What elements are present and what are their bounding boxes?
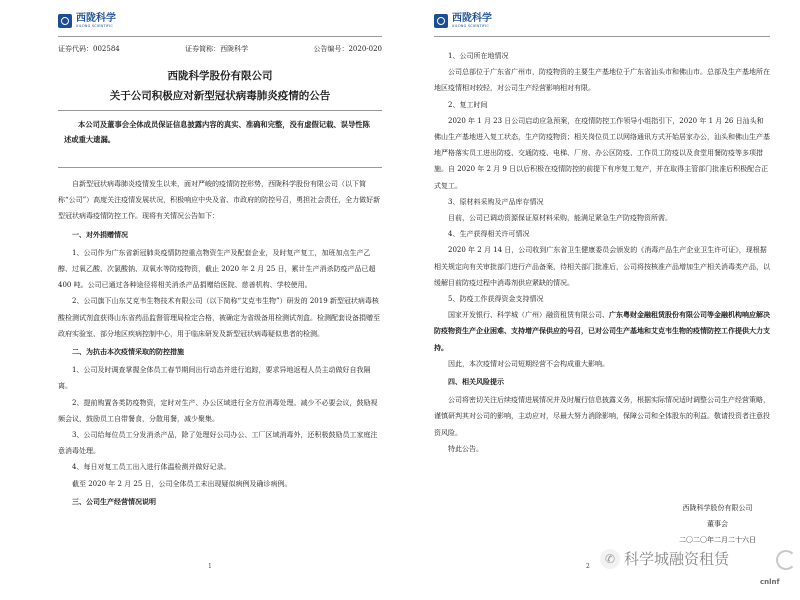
page-1-body bbox=[58, 176, 382, 512]
security-meta-row bbox=[58, 44, 382, 54]
sub-2-heading: 2、复工时间 bbox=[448, 100, 488, 109]
sub-4-paragraph: 2020 年 2 月 14 日，公司收到广东省卫生健康委员会颁发的《消毒产品生产企业卫生许可证》，现根据相关规定向有关审批部门进行产品备案，待相关部门批准后，公司将按核准产品增加生产相关消毒类产品，以缓解目前防疫过程中消毒剂供应紧缺的情况。 bbox=[434, 246, 770, 287]
security-abbr: 证券简称：西陇科学 bbox=[185, 45, 249, 53]
risk-paragraph: 公司将密切关注后续疫情进展情况并及时履行信息披露义务，根据实际情况适时调整公司生产经营策略，谨慎研判其对公司的影响，主动应对，尽最大努力消除影响，保障公司和全体股东的利益。敬请投资者注意投资风险。 bbox=[434, 396, 770, 437]
header-divider bbox=[434, 36, 770, 37]
logo-mark-icon bbox=[434, 14, 448, 28]
logo-name-en: XILONG SCIENTIFIC bbox=[452, 24, 490, 28]
document-title: 关于公司积极应对新型冠状病毒肺炎疫情的公告 bbox=[109, 90, 331, 102]
signature-board: 董事会 bbox=[707, 520, 728, 528]
signature-company: 西陇科学股份有限公司 bbox=[682, 504, 753, 512]
page-number: 2 bbox=[586, 563, 590, 570]
page-2-body bbox=[434, 48, 770, 457]
sub-5-bold-text: 广东粤财金融租赁股份有限公司等金融机构响应解决防疫物资生产企业困难、支持增产保供应的号召，已对公司生产基地和艾克韦生物的疫情防控工作提供大力支持。 bbox=[434, 310, 770, 352]
section-2-item-1: 1、公司及时调查掌握全体员工春节期间出行动态并进行追踪，要求异地返程人员主动做好自我隔离。 bbox=[58, 366, 371, 391]
logo-name-cn: 西陇科学 bbox=[76, 13, 116, 24]
sub-4-heading: 4、生产获得相关许可情况 bbox=[448, 230, 530, 239]
section-2-note: 截至 2020 年 2 月 25 日，公司全体员工未出现疑似病例及确诊病例。 bbox=[72, 479, 292, 488]
section-2-item-4: 4、每日对复工员工出入进行体温检测并做好记录。 bbox=[72, 463, 231, 472]
sub-5-heading: 5、防疫工作获得资金支持情况 bbox=[448, 295, 544, 304]
cnlnf-text: cnlnf bbox=[760, 578, 780, 586]
watermark-text: 科学城融资租赁 bbox=[624, 550, 730, 568]
sub-1-paragraph: 公司总部位于广东省广州市，防疫物资的主要生产基地位于广东省汕头市和佛山市。总部及生产基地所在地区疫情相对较轻，对公司生产经营影响相对有限。 bbox=[434, 68, 770, 93]
section-2-item-3: 3、公司给每位员工分发消杀产品，除了处理好公司办公、工厂区域消毒外，还积极鼓励员工家庭注意消毒处理。 bbox=[58, 431, 378, 456]
signature-date: 二〇二〇年二月二十六日 bbox=[679, 536, 756, 544]
closing-text: 特此公告。 bbox=[448, 444, 483, 453]
sub-3-heading: 3、原材料采购及产品库存情况 bbox=[448, 197, 544, 206]
page-number: 1 bbox=[208, 563, 212, 570]
company-logo bbox=[434, 14, 492, 29]
company-title: 西陇科学股份有限公司 bbox=[167, 70, 273, 82]
impact-conclusion: 因此，本次疫情对公司短期经营不会构成重大影响。 bbox=[448, 359, 609, 368]
security-code: 证券代码：002584 bbox=[58, 45, 120, 53]
section-2-item-2: 2、提前购置各类防疫物资，定时对生产、办公区域进行全方位消毒处理。减少不必要会议，鼓励视频会议，鼓励员工自带餐食，分散用餐，减少聚集。 bbox=[58, 398, 378, 423]
sub-1-heading: 1、公司所在地情况 bbox=[448, 52, 509, 60]
sub-5-plain-text: 国家开发银行、科学城（广州）融资租赁有限公司、 bbox=[448, 311, 609, 320]
cnlnf-logo bbox=[760, 548, 798, 592]
logo-name-cn: 西陇科学 bbox=[452, 13, 492, 24]
sub-2-paragraph: 2020 年 1 月 23 日公司启动应急预案，在疫情防控工作领导小组指引下，2020 年 1 月 26 日汕头和佛山生产基地进入复工状态，生产防疫物资；相关岗位员工以网络通讯方式开始居家办公，汕头和佛山生产基地严格落实员工进出防疫、交通防疫、电梯、厂房、办公区防疫、工作员工防疫以及食堂用餐防疫等多项措施。自 2020 年 2 月 9 日以后积极在疫情防控的前提下有序复工复产，并在取得主管部门批准后积极配合正式复工。 bbox=[434, 116, 770, 190]
logo-name-en: XILONG SCIENTIFIC bbox=[76, 24, 114, 28]
disclaimer-box: 本公司及董事会全体成员保证信息披露内容的真实、准确和完整，没有虚假记载、误导性陈述或重大遗漏。 bbox=[58, 110, 382, 168]
section-4-heading: 四、相关风险提示 bbox=[448, 377, 504, 387]
section-1-heading: 一、对外捐赠情况 bbox=[72, 229, 128, 239]
header-divider bbox=[58, 36, 382, 37]
section-1-item-2: 2、公司旗下山东艾克韦生物技术有限公司（以下简称“艾克韦生物”）研发的 2019 新型冠状病毒核酸检测试剂盒获得山东省药品监督管理局检定合格，被确定为省级备用检测试剂盒。检测配套设备捐赠至政府实验室、部分地区疾病控制中心，用于临床研发及新型冠状病毒疑似患者的检测。 bbox=[58, 297, 380, 338]
wechat-icon: ✆ bbox=[600, 549, 620, 569]
page-2 bbox=[400, 0, 800, 600]
section-3-heading: 三、公司生产经营情况说明 bbox=[72, 496, 156, 506]
wechat-watermark bbox=[600, 548, 729, 569]
signature-block bbox=[679, 500, 756, 548]
section-2-heading: 二、为抗击本次疫情采取的防控措施 bbox=[72, 347, 184, 357]
logo-mark-icon bbox=[58, 14, 72, 28]
sub-5-paragraph bbox=[434, 307, 770, 356]
sub-3-paragraph: 目前，公司已调动资源保证原材料采购，能满足紧急生产防疫物资所需。 bbox=[448, 214, 672, 223]
intro-paragraph: 自新型冠状病毒肺炎疫情发生以来，面对严峻的疫情防控形势，西陇科学股份有限公司（以下简称“公司”）高度关注疫情发展状况，积极响应中央及省、市政府的防控号召，勇担社会责任，全力做好新型冠状病毒疫情防控工作。现将有关情况公告如下： bbox=[58, 180, 381, 221]
swirl-icon bbox=[776, 550, 796, 570]
notice-number: 公告编号：2020-020 bbox=[313, 45, 382, 53]
section-1-item-1: 1、公司作为广东省新冠肺炎疫情防控重点物资生产及配套企业，及时复产复工，加班加点生产乙醇、过氧乙酸、次氯酸钠、双氧水等防疫物资，截止 2020 年 2 月 25 日，累计生产消杀防疫产品已超 400 吨。公司已通过各种途径将相关消杀产品捐赠给医院、慈善机构、学校使用。 bbox=[58, 248, 376, 290]
company-logo bbox=[58, 14, 116, 29]
